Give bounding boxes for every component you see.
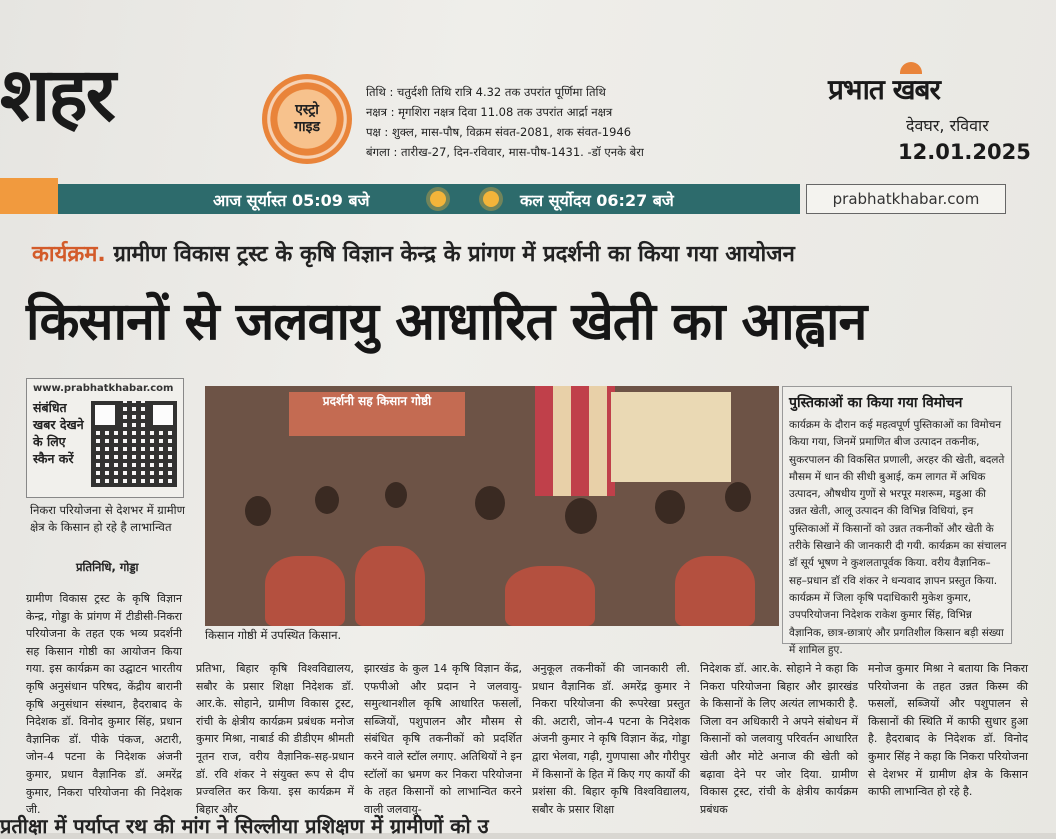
kicker (32, 238, 795, 268)
kicker-text: ग्रामीण विकास ट्रस्ट के कृषि विज्ञान केन्द्र के प्रांगण में प्रदर्शनी का किया गया आयोजन (113, 242, 795, 267)
qr-label: संबंधित खबर देखने के लिए स्कैन करें (33, 400, 84, 466)
qr-url: www.prabhatkhabar.com (33, 383, 174, 394)
sidebar-title: पुस्तिकाओं का किया गया विमोचन (789, 395, 963, 411)
highlight-bullet: निकरा परियोजना से देशभर में ग्रामीण क्षेत्र के किसान हो रहे है लाभान्वित (30, 503, 185, 534)
sunset-text: आज सूर्यास्त 05:09 बजे (213, 191, 370, 210)
curtain (535, 386, 615, 496)
panchang-line: पक्ष : शुक्ल, मास-पौष, विक्रम संवत-2081, शक संवत-1946 (366, 125, 632, 139)
sun-timing-band (58, 184, 800, 214)
audience-head (385, 482, 407, 508)
qr-box (26, 378, 184, 498)
qr-code-icon[interactable] (91, 401, 177, 487)
next-headline-cut: प्रतीक्षा में पर्याप्त रथ की मांग ने सिल्लीया प्रशिक्षण में ग्रामीणों को उ (0, 814, 489, 838)
audience-head (245, 496, 271, 526)
photo-caption: किसान गोष्ठी में उपस्थित किसान. (205, 628, 342, 642)
section-title: शहर (0, 52, 114, 138)
headline: किसानों से जलवायु आधारित खेती का आह्वान (26, 292, 867, 352)
panchang-line: बंगला : तारीख-27, दिन-रविवार, मास-पौष-1431. -डॉ एनके बेरा (366, 145, 644, 159)
edition-date: 12.01.2025 (898, 140, 1031, 164)
audience-head (475, 486, 505, 520)
edition-place: देवघर, रविवार (906, 116, 989, 135)
chair (505, 566, 595, 626)
kicker-tag: कार्यक्रम. (32, 242, 106, 267)
article-column-6: मनोज कुमार मिश्रा ने बताया कि निकरा परियोजना के तहत उन्नत किस्म की फसलों, सब्जियों और पशुपालन से किसानों की स्थिति में काफी सुधार हुआ है. हैदराबाद के निदेशक डॉ. विनोद कुमार सिंह ने कहा कि निकरा परियोजना से देशभर में ग्रामीण क्षेत्र के किसान काफी लाभान्वित हो रहे है. (868, 662, 1028, 799)
chair (355, 546, 425, 626)
panchang-line: तिथि : चतुर्दशी तिथि रात्रि 4.32 तक उपरांत पूर्णिमा तिथि (366, 85, 606, 99)
poster-wall (611, 392, 731, 482)
orange-tab (0, 178, 58, 214)
byline: प्रतिनिधि, गोड्डा (76, 560, 139, 574)
article-column-4: अनुकूल तकनीकों की जानकारी ली. प्रधान वैज्ञानिक डॉ. अमरेंद्र कुमार ने निकरा परियोजना की रूपरेखा प्रस्तुत की. अटारी, जोन-4 पटना के निदेशक अंजनी कुमार ने कृषि विज्ञान केंद्र, गोड्डा द्वारा भेलवा, गढ़ी, गुणपासा और गौरीपुर में किसानों के हित में किए गए कार्यों की प्रशंसा की. बिहार कृषि विश्वविद्यालय, सबौर के प्रसार शिक्षा (532, 662, 690, 816)
panchang-box (366, 82, 696, 162)
article-column-5: निदेशक डॉ. आर.के. सोहाने ने कहा कि निकरा परियोजना बिहार और झारखंड के किसानों के लिए अत्यंत लाभकारी है. जिला वन अधिकारी ने अपने संबोधन में किसानों को जलवायु परिवर्तन आधारित खेती और मोटे अनाज की खेती को बढ़ावा देने पर जोर दिया. ग्रामीण विकास ट्रस्ट, रांची के क्षेत्रीय कार्यक्रम प्रबंधक (700, 662, 858, 816)
astro-label-1: एस्ट्रो (295, 102, 319, 119)
audience-head (315, 486, 339, 514)
article-column-3: झारखंड के कुल 14 कृषि विज्ञान केंद्र, एफपीओ और प्रदान ने जलवायु-समुत्थानशील कृषि आधारित फसलों, सब्जियों, पशुपालन और मौसम से संबंधित कृषि तकनीकों को प्रदर्शित करने वाले स्टॉल लगाए. अतिथियों ने इन स्टॉलों का भ्रमण कर निकरा परियोजना के तहत किसानों को लाभान्वित करने वाली जलवायु- (364, 662, 522, 816)
audience-head (725, 482, 751, 512)
newspaper-logo: प्रभात खबर (828, 73, 940, 106)
sunset-icon (430, 191, 446, 207)
stage-banner: प्रदर्शनी सह किसान गोष्ठी (289, 392, 465, 436)
astro-label-2: गाइड (294, 119, 320, 135)
event-photo (205, 386, 779, 626)
chair (675, 556, 755, 626)
chair (265, 556, 345, 626)
article-column-1: ग्रामीण विकास ट्रस्ट के कृषि विज्ञान केन्द्र, गोड्डा के प्रांगण में टीडीसी-निकरा परियोजना के तहत एक भव्य प्रदर्शनी सह किसान गोष्ठी का आयोजन किया गया. इस कार्यक्रम का उद्घाटन भारतीय कृषि अनुसंधान परिषद, केंद्रीय बारानी कृषि अनुसंधान संस्थान, हैदराबाद के निदेशक डॉ. विनोद कुमार सिंह, प्रधान वैज्ञानिक डॉ. पीके पंकज, अटारी, जोन-4 पटना के निदेशक अंजनी कुमार, प्रधान वैज्ञानिक डॉ. अमरेंद्र कुमार, निकरा परियोजना की निदेशक जी. (26, 592, 182, 817)
website-link[interactable]: prabhatkhabar.com (806, 184, 1006, 214)
panchang-line: नक्षत्र : मृगशिरा नक्षत्र दिवा 11.08 तक उपरांत आर्द्रा नक्षत्र (366, 105, 613, 119)
article-column-2: प्रतिभा, बिहार कृषि विश्वविद्यालय, सबौर के प्रसार शिक्षा निदेशक डॉ. आर.के. सोहाने, ग्रामीण विकास ट्रस्ट, रांची के क्षेत्रीय कार्यक्रम प्रबंधक मनोज कुमार मिश्रा, नाबार्ड की डीडीएम श्रीमती नूतन राज, वरीय वैज्ञानिक-सह-प्रधान डॉ. रवि शंकर ने संयुक्त रूप से दीप प्रज्वलित कर किया. इस कार्यक्रम में बिहार और (196, 662, 354, 816)
sunrise-icon (483, 191, 499, 207)
sidebar-box (782, 386, 1012, 656)
sidebar-text: कार्यक्रम के दौरान कई महत्वपूर्ण पुस्तिकाओं का विमोचन किया गया, जिनमें प्रमाणित बीज उत्पादन तकनीक, सुकरपालन की विकसित प्रणाली, अरहर की खेती, बदलते मौसम में धान की सीधी बुआई, कम लागत में अधिक उत्पादन, औषधीय गुणों से भरपूर मशरूम, मडुआ की उन्नत खेती, आलू उत्पादन की विभिन्न विधियां, इन पुस्तिकाओं में किसानों को उन्नत तकनीकों और खेती के तरीके सिखाने की जानकारी दी गयी. कार्यक्रम का संचालन डॉ सूर्य भूषण ने कुशलतापूर्वक किया. वरीय वैज्ञानिक–सह–प्रधान डॉ रवि शंकर ने धन्यवाद ज्ञापन प्रस्तुत किया. कार्यक्रम में जिला कृषि पदाधिकारी मुकेश कुमार, उपपरियोजना निदेशक राकेश कुमार सिंह, विभिन्न वैज्ञानिक, छात्र-छात्राएं और प्रगतिशील किसान बड़ी संख्या में शामिल हुए. (789, 419, 1007, 656)
astro-guide-badge (262, 74, 352, 164)
audience-head (565, 498, 597, 534)
audience-head (655, 490, 685, 524)
sunrise-text: कल सूर्योदय 06:27 बजे (520, 191, 674, 210)
